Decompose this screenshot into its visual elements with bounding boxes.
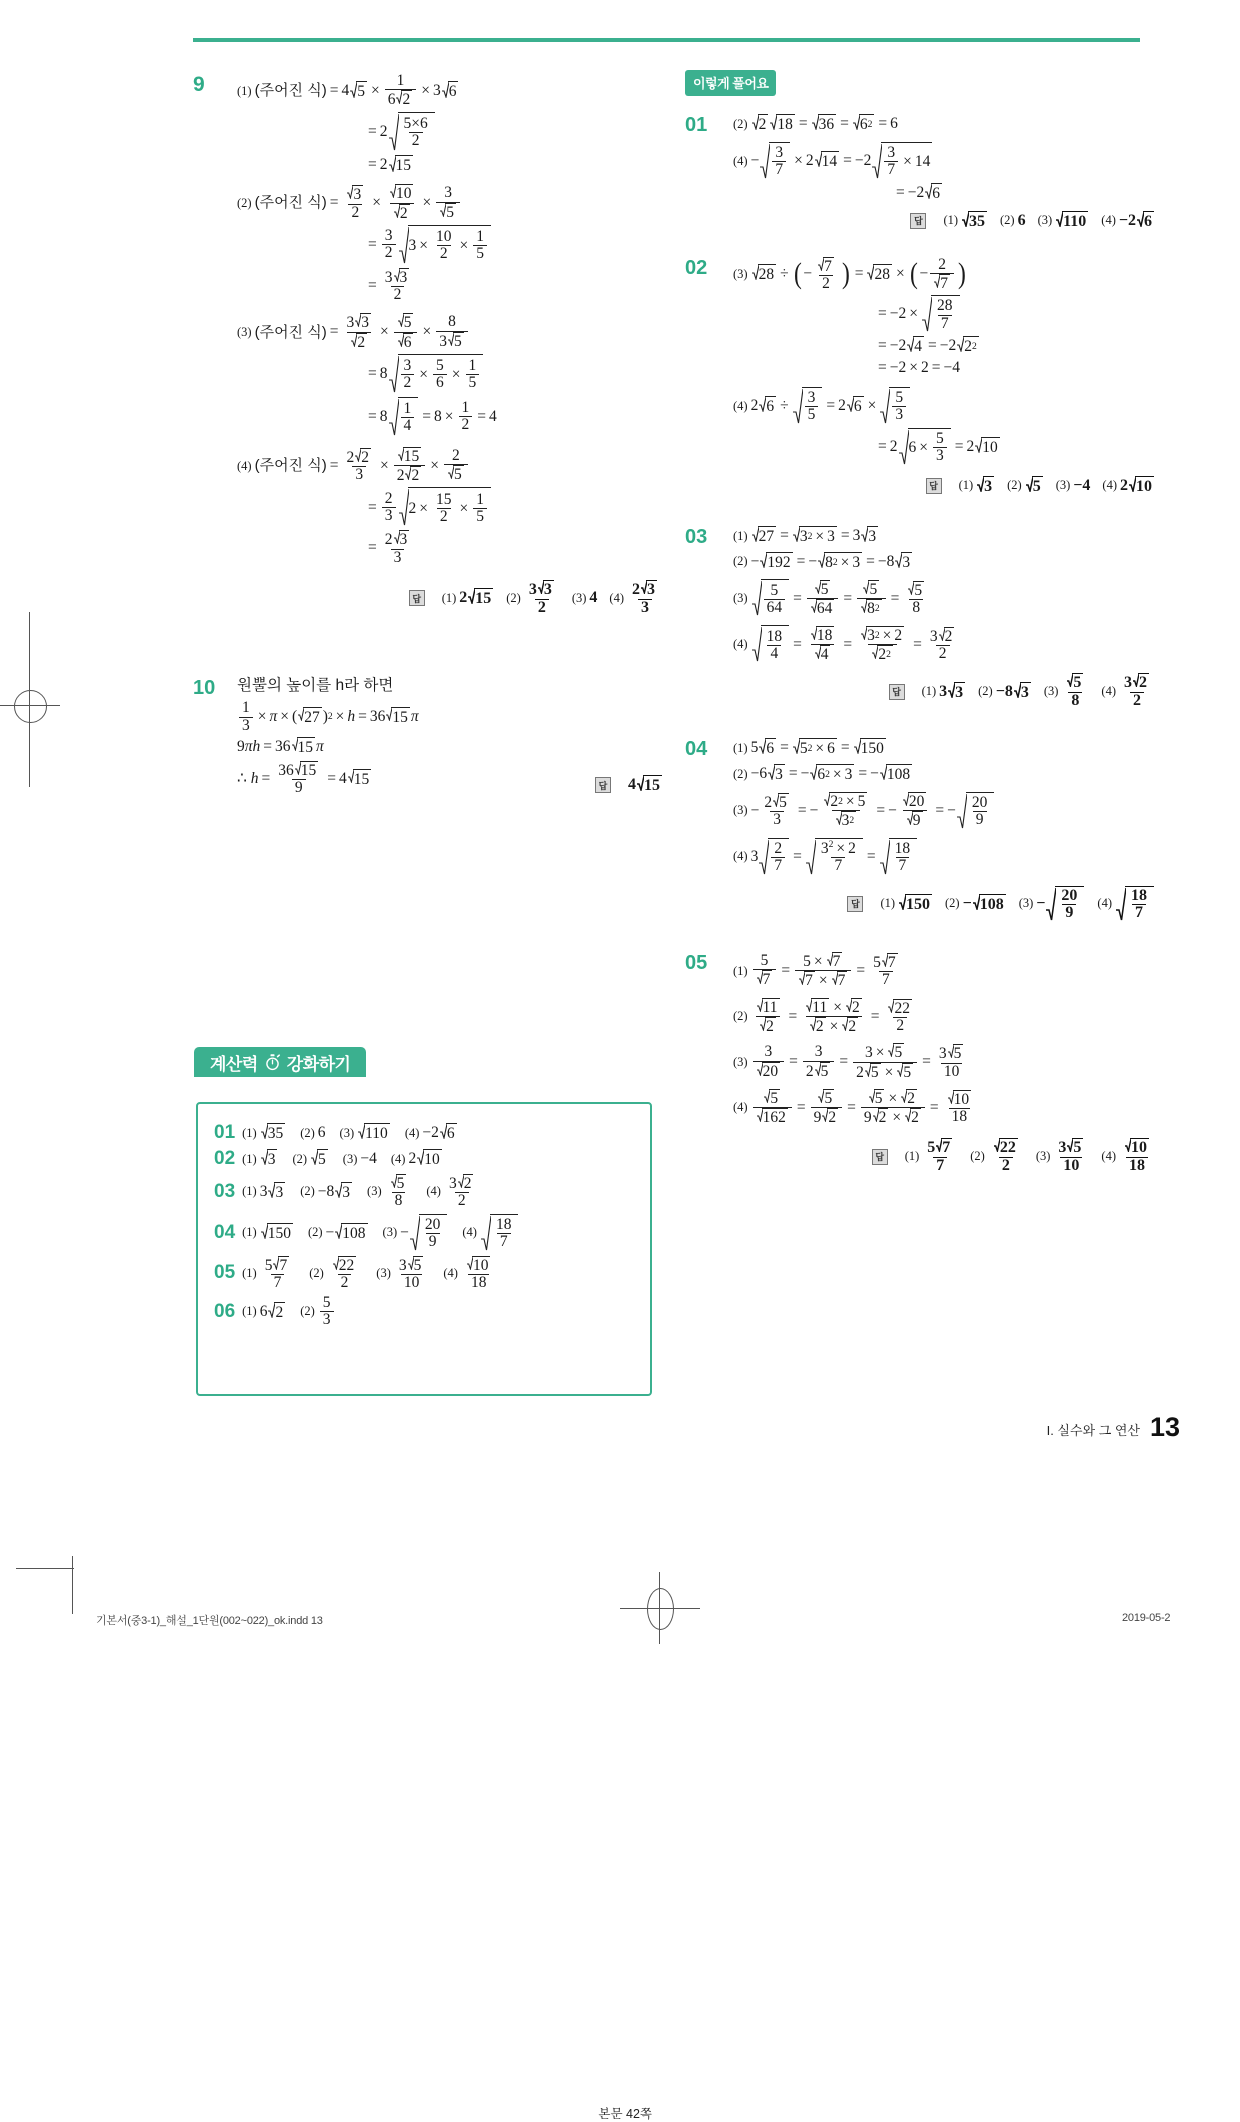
registration-mark-bottom [647, 1588, 674, 1630]
problem-9-line-1: (1) (주어진 식) = 4 5 × 1 6 2 × 3 6 [237, 72, 457, 109]
problem-9-line-11: = $\frac{2}{3}$ 2 × $\frac{15}{2}$ × $\frac{1}{5}$ [365, 487, 663, 527]
practice-item-02: 02 (1) 3 (2) 5 (3) −4 (4) 2 10 [214, 1148, 440, 1169]
answer-icon: 답 [872, 1149, 888, 1165]
practice-item-03: 03 (1) 3 3 (2) −8 3 (3) $\frac{5}{8}$ (4) 3 2 2 [214, 1175, 472, 1210]
answer-2: (2) $\frac{22}{2}$ [970, 1139, 1016, 1175]
right-04-line-2: (2) −6 3 = − 6 2 × 3 = − 108 [733, 764, 911, 783]
right-05-line-3: (3) $\frac{3}{20}$ = 3 2 5 = 3 × 5 2 5 × 5 = 3 5 10 [733, 1043, 962, 1081]
registration-mark-left [14, 690, 47, 723]
answer-4: (4) 3 2 2 [1101, 674, 1147, 710]
right-problem-04-number: 04 [685, 738, 708, 760]
right-problem-02 [685, 257, 1155, 496]
page-number: 13 [1149, 1412, 1180, 1442]
answer-3: (3) 110 [1037, 212, 1087, 230]
right-03-line-2: (2) − 192 = − 8 2 × 3 = −8 3 [733, 552, 911, 571]
answer-2: (2) − 108 [945, 894, 1004, 913]
how-to-solve-tag-wrap [685, 70, 1155, 96]
problem-9-line-7: (3) (주어진 식) = 3 3 2 × $\frac{5}{6}$ × 8 3 5 [237, 313, 663, 351]
right-problem-05-number: 05 [685, 952, 708, 975]
answer-2: (2) 3 3 2 [506, 581, 552, 616]
right-problem-03-number: 03 [685, 525, 708, 548]
right-problem-01-number: 01 [685, 114, 708, 136]
practice-item-01-number: 01 [214, 1122, 236, 1143]
print-filename: 기본서(중3-1)_해설_1단원(002~022)_ok.indd 13 [96, 1615, 323, 1627]
problem-9-answer-row [237, 580, 663, 617]
chapter-title: I. 실수와 그 연산 [1046, 1423, 1140, 1438]
problem-9-line-12: = 2 3 3 [368, 531, 408, 566]
answer-1: (1) 3 [958, 477, 993, 495]
right-02-line-2: = −2 × $\frac{28}{7}$ [875, 295, 1155, 333]
problem-10-line-1: $\frac{1}{3}$ × π × ( 27 ) 2 × h = 36 15 π [237, 700, 663, 734]
answer-1: (1) 5 7 7 [904, 1139, 951, 1175]
right-05-line-1: (1) $\frac{5}{7}$ = 5 × 7 7 × 7 = 5 7 7 [733, 952, 896, 990]
problem-9-line-10: (4) (주어진 식) = 2 2 3 × 15 2 2 × $\frac{2}{5}$ [237, 447, 663, 485]
practice-item-02-number: 02 [214, 1148, 236, 1169]
right-03-line-4: (4) $\frac{18}{4}$ = $\frac{18}{4}$ = 3 2 × 2 2 2 = 3 2 2 [733, 626, 953, 663]
problem-9-line-6: = 3 3 2 [368, 268, 408, 304]
right-05-line-4: (4) $\frac{5}{162}$ = 5 9 2 = 5 × 2 9 2 × 2 = $\frac{10}{18}$ [733, 1089, 970, 1127]
practice-box-title-left: 계산력 [210, 1054, 258, 1074]
problem-10-intro [237, 677, 663, 695]
problem-10-line-3: ∴ h = 36 15 9 = 4 15 [237, 761, 370, 797]
stopwatch-icon [264, 1054, 281, 1071]
problem-9-line-3: = 2 15 [368, 155, 411, 174]
right-02-line-1: (3) 28 ÷ ( − $\frac{7}{2}$ ) = 28 × ( − $\frac{2}{7}$ ) [733, 255, 966, 292]
problem-10 [193, 677, 663, 796]
practice-item-03-number: 03 [214, 1180, 236, 1202]
right-01-answer-row [733, 211, 1155, 231]
answer-3: (3) 3 5 10 [1035, 1139, 1082, 1175]
answer-4: (4) $\frac{10}{18}$ [1101, 1139, 1147, 1175]
answer-icon: 답 [595, 777, 611, 793]
answer-3: (3) −4 [1055, 476, 1091, 494]
problem-10-intro-text: 원뿔의 높이를 h라 하면 [237, 676, 394, 694]
answer-icon: 답 [889, 684, 905, 700]
right-02-line-5: (4) 2 6 ÷ $\frac{3}{5}$ = 2 6 × $\frac{5}{3}$ [733, 387, 1155, 425]
right-03-answer-row [733, 673, 1155, 710]
right-problem-05 [685, 952, 1155, 1175]
right-column [685, 70, 1155, 1179]
problem-9-line-5: = $\frac{3}{2}$ 3 × $\frac{10}{2}$ × $\frac{1}{5}$ [365, 225, 663, 265]
right-04-line-3: (3) − 2 5 3 = − 2 2 × 5 3 2 = − $\frac{20}{9}$ = − $\frac{20}{9}$ [733, 792, 1155, 830]
answer-icon: 답 [409, 590, 425, 606]
problem-9-line-4: (2) (주어진 식) = $\frac{3}{2}$ × $\frac{10}{2}$ × $\frac{3}{5}$ [237, 184, 663, 222]
right-problem-02-number: 02 [685, 256, 708, 279]
problem-10-number: 10 [193, 676, 216, 699]
answer-1: 4 15 [628, 776, 660, 795]
answer-1: (1) 3 3 [921, 682, 964, 701]
crop-mark-bottom-left-h [16, 1568, 74, 1569]
header-rule [193, 38, 1140, 42]
answer-2: (2) −8 3 [978, 682, 1029, 701]
right-03-line-1: (1) 27 = 3 2 × 3 = 3 3 [733, 526, 877, 545]
problem-10-line-2: 9 π h = 36 15 π [237, 737, 324, 756]
answer-4: (4) $\frac{18}{7}$ [1097, 886, 1155, 923]
answer-1: (1) 2 15 [441, 589, 492, 608]
right-05-line-2: (2) $\frac{11}{2}$ = 11 × 2 2 × 2 = $\frac{22}{2}$ [733, 998, 910, 1036]
right-02-line-4: = −2 × 2 = −4 [878, 358, 960, 376]
problem-9-number: 9 [193, 73, 205, 96]
right-01-line-1: (2) 2 18 = 36 = 6 2 = 6 [733, 115, 898, 133]
right-problem-03 [685, 526, 1155, 710]
practice-item-06-number: 06 [214, 1300, 236, 1322]
practice-item-05: 05 (1) 5 7 7 (2) $\frac{22}{2}$ (3) 3 5 10 (4) $\frac{10}{18}$ [214, 1256, 489, 1291]
practice-item-06: 06 (1) 6 2 (2) $\frac{5}{3}$ [214, 1295, 640, 1329]
right-02-line-3: = −2 4 = −2 2 2 [878, 337, 977, 356]
answer-3: (3) − $\frac{20}{9}$ [1019, 886, 1086, 923]
print-date: 2019-05-2 [1122, 1612, 1171, 1624]
right-problem-04 [685, 738, 1155, 922]
practice-box-title-right: 강화하기 [286, 1054, 351, 1074]
right-04-line-4: (4) 3 $\frac{2}{7}$ = $\frac{3^2 \times 2}{7}$ = $\frac{18}{7}$ [733, 838, 1155, 876]
answer-3: (3) $\frac{5}{8}$ [1043, 674, 1082, 710]
practice-item-01: 01 (1) 35 (2) 6 (3) 110 (4) −2 6 [214, 1122, 455, 1143]
right-01-line-2: (4) − $\frac{3}{7}$ × 2 14 = −2 $\frac{3}{7}$ × 14 [733, 142, 1155, 180]
answer-4: (4) 2 3 3 [609, 581, 655, 616]
answer-3: (3) 4 [571, 589, 598, 607]
left-column [193, 70, 663, 799]
right-04-answer-row [733, 886, 1155, 923]
right-04-line-1: (1) 5 6 = 5 2 × 6 = 150 [733, 739, 884, 757]
answer-4: (4) 2 10 [1102, 476, 1152, 495]
right-05-answer-row [733, 1138, 1155, 1175]
answer-2: (2) 5 [1007, 477, 1041, 495]
practice-item-04-number: 04 [214, 1221, 236, 1243]
right-problem-01 [685, 114, 1155, 231]
practice-box [196, 1102, 652, 1396]
answer-4: (4) −2 6 [1101, 211, 1152, 230]
problem-9-line-8: = 8 $\frac{3}{2}$ × $\frac{5}{6}$ × $\frac{1}{5}$ [365, 354, 663, 394]
crop-mark-bottom-left-v [72, 1556, 73, 1614]
answer-icon: 답 [926, 478, 942, 494]
answer-2: (2) 6 [1000, 211, 1026, 229]
answer-icon: 답 [847, 896, 863, 912]
problem-9 [193, 73, 663, 617]
practice-item-04: 04 (1) 150 (2) − 108 (3) − $\frac{20}{9}$ (4) $\frac{18}{7}$ [214, 1214, 640, 1252]
how-to-solve-tag: 이렇게 풀어요 [685, 70, 776, 96]
practice-item-05-number: 05 [214, 1262, 236, 1284]
right-02-answer-row [733, 476, 1155, 496]
practice-box-reference: 본문 42쪽 [598, 2107, 652, 2121]
answer-icon: 답 [910, 213, 926, 229]
practice-box-header [194, 1047, 366, 1077]
answer-1: (1) 35 [943, 212, 986, 230]
problem-9-line-9: = 8 $\frac{1}{4}$ = 8 × $\frac{1}{2}$ = 4 [365, 397, 663, 437]
problem-9-line-2: = 2 $\frac{5\times 6}{2}$ [365, 112, 663, 152]
answer-1: (1) 150 [880, 895, 931, 913]
right-01-line-3: = −2 6 [896, 183, 940, 202]
right-02-line-6: = 2 6 × $\frac{5}{3}$ = 2 10 [875, 428, 1155, 466]
right-03-line-3: (3) $\frac{5}{64}$ = $\frac{5}{64}$ = 5 8 2 = $\frac{5}{8}$ [733, 580, 923, 617]
